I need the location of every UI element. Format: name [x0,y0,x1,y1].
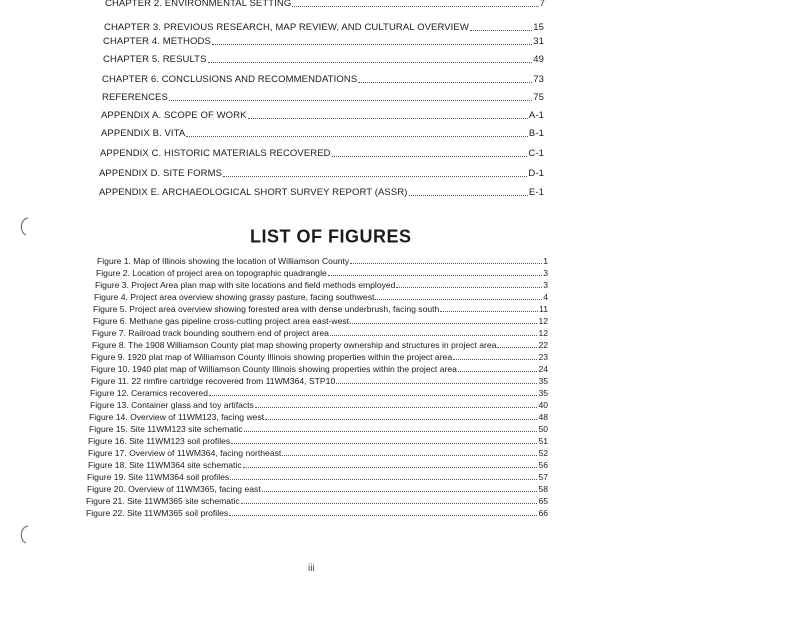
toc-entry-label: CHAPTER 4. METHODS [103,36,211,47]
figure-entry-page: 65 [538,496,548,506]
figure-entry-page: 56 [538,460,548,470]
toc-entry-page: E-1 [528,187,544,198]
dot-leader [470,29,532,31]
dot-leader [230,478,537,480]
figure-entry [86,496,548,506]
dot-leader [350,322,537,324]
figure-entry [90,388,548,398]
toc-entry [102,92,544,103]
toc-entry-page: B-1 [528,128,544,139]
figure-entry [88,460,548,470]
toc-entry-page: 31 [533,36,544,47]
dot-leader [223,175,527,177]
dot-leader [209,394,537,396]
figure-entry [91,376,548,386]
figure-entry [91,364,548,374]
figure-entry-label: Figure 8. The 1908 Williamson County plat map showing property ownership and structures in project area [92,340,497,350]
toc-entry-page: 15 [533,22,544,33]
toc-entry [105,0,545,9]
toc-entry [104,22,544,33]
figure-entry-page: 3 [543,268,548,278]
figure-entry-page: 66 [538,508,548,518]
figure-entry-page: 24 [538,364,548,374]
toc-entry-label: CHAPTER 2. ENVIRONMENTAL SETTING [105,0,292,9]
figure-entry-page: 12 [538,316,548,326]
dot-leader [229,514,537,516]
figure-entry-page: 57 [538,472,548,482]
figure-entry-page: 52 [538,448,548,458]
toc-entry [101,128,544,139]
toc-entry-label: APPENDIX C. HISTORIC MATERIALS RECOVERED [100,148,331,159]
figure-entry-label: Figure 5. Project area overview showing forested area with dense underbrush, facing south [93,304,440,314]
figure-entry [89,412,548,422]
toc-entry-page: D-1 [528,168,544,179]
figure-entry [88,448,548,458]
dot-leader [292,5,538,7]
figure-entry-label: Figure 11. 22 rimfire cartridge recovered from 11WM364, STP10 [91,376,336,386]
figure-entry [88,436,548,446]
figure-entry-label: Figure 18. Site 11WM364 site schematic [88,460,242,470]
dot-leader [328,274,542,276]
figure-entry-label: Figure 9. 1920 plat map of Williamson County Illinois showing properties within the project area [91,352,453,362]
toc-entry [103,36,544,47]
figure-entry-page: 35 [538,376,548,386]
dot-leader [262,490,538,492]
toc-entry-page: C-1 [528,148,544,159]
toc-entry [99,187,544,198]
dot-leader [255,406,538,408]
figure-entry [92,340,548,350]
dot-leader [244,430,538,432]
toc-entry-page: 73 [533,74,544,85]
dot-leader [243,466,538,468]
dot-leader [265,418,537,420]
toc-entry-page: A-1 [528,110,544,121]
figure-entry-label: Figure 16. Site 11WM123 soil profiles [88,436,231,446]
dot-leader [332,155,528,157]
figure-entry-label: Figure 14. Overview of 11WM123, facing west [89,412,265,422]
figure-entry-page: 11 [539,304,548,314]
figure-entry-label: Figure 20. Overview of 11WM365, facing east [87,484,261,494]
figure-entry-label: Figure 1. Map of Illinois showing the location of Williamson County [97,256,350,266]
figure-entry [87,472,548,482]
binder-hole-mark [14,216,34,238]
figure-entry [97,256,548,266]
toc-entry-label: CHAPTER 5. RESULTS [103,54,207,65]
figure-entry [93,316,548,326]
figure-entry-page: 22 [538,340,548,350]
toc-entry-label: CHAPTER 6. CONCLUSIONS AND RECOMMENDATIONS [102,74,358,85]
figure-entry-page: 35 [538,388,548,398]
figure-entry-label: Figure 22. Site 11WM365 soil profiles [86,508,229,518]
figure-entry [86,508,548,518]
dot-leader [282,454,537,456]
figure-entry-page: 58 [538,484,548,494]
figure-entry-label: Figure 17. Overview of 11WM364, facing northeast [88,448,282,458]
figure-entry-page: 1 [543,256,548,266]
toc-entry-label: CHAPTER 3. PREVIOUS RESEARCH, MAP REVIEW, AND CULTURAL OVERVIEW [104,22,469,33]
dot-leader [231,442,537,444]
toc-entry-page: 75 [533,92,544,103]
dot-leader [248,117,528,119]
binder-hole-mark [14,524,34,546]
figure-entry-page: 50 [538,424,548,434]
dot-leader [330,334,537,336]
figure-entry-label: Figure 7. Railroad track bounding southern end of project area [92,328,329,338]
dot-leader [497,346,537,348]
toc-entry [101,110,544,121]
dot-leader [375,298,542,300]
toc-entry-page: 7 [539,0,545,9]
dot-leader [453,358,537,360]
figure-entry-page: 4 [543,292,548,302]
toc-entry [102,74,544,85]
toc-entry-label: APPENDIX A. SCOPE OF WORK [101,110,247,121]
dot-leader [350,262,542,264]
figure-entry [91,352,548,362]
figure-entry [89,424,548,434]
figure-entry-label: Figure 3. Project Area plan map with site locations and field methods employed [95,280,396,290]
toc-entry-page: 49 [533,54,544,65]
toc-entry-label: APPENDIX E. ARCHAEOLOGICAL SHORT SURVEY REPORT (ASSR) [99,187,408,198]
dot-leader [241,502,538,504]
dot-leader [358,81,532,83]
figure-entry-page: 23 [538,352,548,362]
list-of-figures-heading: LIST OF FIGURES [250,225,412,247]
figure-entry [96,268,548,278]
figure-entry-label: Figure 4. Project area overview showing grassy pasture, facing southwest [94,292,375,302]
dot-leader [336,382,537,384]
toc-entry-label: APPENDIX D. SITE FORMS [99,168,223,179]
figure-entry-label: Figure 21. Site 11WM365 site schematic [86,496,240,506]
figure-entry-label: Figure 2. Location of project area on topographic quadrangle [96,268,327,278]
toc-entry [100,148,544,159]
figure-entry [93,304,548,314]
figure-entry-label: Figure 19. Site 11WM364 soil profiles [87,472,230,482]
figure-entry [87,484,548,494]
figure-entry-page: 51 [538,436,548,446]
figure-entry-label: Figure 13. Container glass and toy artifacts [90,400,254,410]
dot-leader [396,286,542,288]
dot-leader [458,370,538,372]
figure-entry-label: Figure 10. 1940 plat map of Williamson County Illinois showing properties within the project area [91,364,457,374]
figure-entry [95,280,548,290]
figure-entry-page: 40 [538,400,548,410]
page-number: iii [308,563,315,574]
toc-entry [99,168,544,179]
toc-entry [103,54,544,65]
toc-entry-label: REFERENCES [102,92,168,103]
figure-entry [92,328,548,338]
dot-leader [169,99,532,101]
dot-leader [212,43,532,45]
figure-entry [94,292,548,302]
figure-entry [90,400,548,410]
figure-entry-page: 48 [538,412,548,422]
dot-leader [440,310,538,312]
figure-entry-page: 3 [543,280,548,290]
figure-entry-label: Figure 6. Methane gas pipeline cross-cutting project area east-west [93,316,350,326]
dot-leader [208,61,533,63]
dot-leader [409,194,528,196]
dot-leader [186,135,528,137]
toc-entry-label: APPENDIX B. VITA [101,128,186,139]
figure-entry-label: Figure 15. Site 11WM123 site schematic [89,424,243,434]
figure-entry-label: Figure 12. Ceramics recovered [90,388,208,398]
figure-entry-page: 12 [538,328,548,338]
